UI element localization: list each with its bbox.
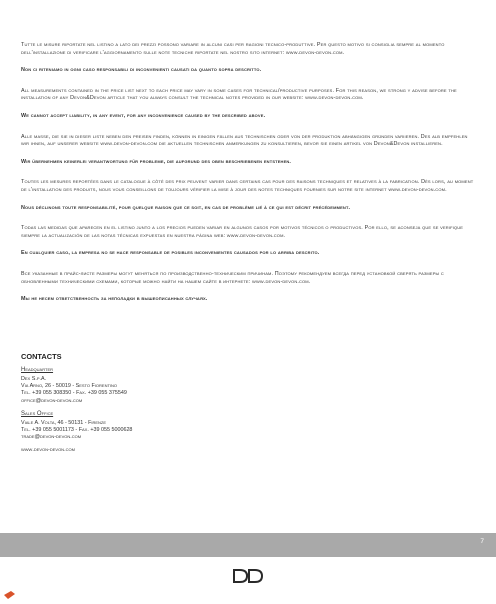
disclaimer-liability-es: En cualquier caso, la empresa no se hace responsable de posibles inconvenientes causados por lo arriba descrito. [21, 250, 320, 257]
disclaimer-liability-fr: Nous déclinons toute responsabilité, pour quelque raison que ce soit, en cas de problème lié à ce qui est décrit précédemment. [21, 204, 351, 211]
disclaimer-paragraph-fr: Toutes les mesures reportées dans le catalogue à côté des prix peuvent varier dans certains cas pour des raisons techniques et relatives à la fabrication. Dès lors, au moment de l'installation des produits, nous vous conseillons de toujours vérifier la mise à jour des notes techniques fournies sur notre site internet www.devon-devon.com. [21, 179, 474, 193]
disclaimer-paragraph-ru: Все указанные в прайс-листе размеры могут меняться по производственно-техническим причинам. Поэтому рекомендуем всегда перед установкой сверять размеры с обновленными техническими схемами, которые можно найти на нашем сайте в интернете: www.devon-devon.com. [21, 270, 444, 285]
disclaimer-liability-ru: Мы не несем ответственность за неполадки в вышеописанных случаях. [21, 296, 208, 303]
office-title: Headquarter [21, 367, 54, 373]
disclaimer-paragraph-de: Alle masse, die sie in dieser liste neben den preisen finden, können in einigen fällen aus technischen oder von der produktion abhängigen gründen variieren. Des alb empfehlen wir ihnen, auf unserer website www.devon-devon.com die aktuellen technischen anmerkungen zu konsultieren, bevor sie einen artikel von Devon&Devon installieren. [21, 133, 468, 148]
brand-logo [230, 568, 266, 584]
footer-bar [0, 533, 496, 557]
contacts-title: CONTACTS [21, 352, 62, 361]
disclaimer-paragraph-it: Tutte le misure riportate nel listino a lato dei prezzi possono variare in alcuni casi per ragioni tecnico-produttive. Per questo motivo si consiglia sempre al momento dell'installazione di verificare l'aggiornamento sulle note tecniche riportate nel nostro sito internet: www.devon-devon.com. [21, 42, 445, 56]
website-link[interactable]: www.devon-devon.com [21, 447, 75, 454]
disclaimer-liability-it: Non ci riteniamo in ogni caso responsabili di inconvenienti causati da quanto sopra descritto. [21, 67, 262, 74]
disclaimer-paragraph-en: All measurements contained in the price list next to each price may vary in some cases for technical/productive purposes. For this reason, we strong y advise before the installation of any Devon&Devon article that you always consult the technical notes provided in our website: www.devon-devon.com. [21, 87, 457, 102]
office-sales [21, 411, 321, 442]
disclaimer-liability-de: Wir übernehmen keinerlei verantwortung für probleme, die aufgrund des oben beschriebenen entstehen. [21, 158, 292, 165]
contacts-section [21, 352, 321, 453]
page-number: 7 [480, 538, 484, 545]
company-name: Dex S.p.A. [21, 376, 47, 382]
email-link[interactable]: trade@devon-devon.com [21, 434, 82, 441]
phone-fax-line: Tel. +39 055 308350 - Fax. +39 055 375549 [21, 390, 127, 397]
office-headquarter [21, 367, 321, 405]
disclaimer-section [21, 42, 477, 317]
disclaimer-paragraph-es: Todas las medidas que aparecen en el listino junto a los precios pueden variar en algunos casos por motivos técnicos o productivos. Por ello, se aconseja que se verifique siempre la actualización de las notas técnicas expuestas en nuestra página web: www.devon-devon.com. [21, 225, 464, 239]
address-line: Via Arno, 26 - 50019 - Sesto Fiorentino [21, 383, 118, 390]
dd-logo-icon [230, 568, 266, 584]
address-line: Viale A. Volta, 46 - 50131 - Firenze [21, 419, 107, 426]
corner-mark-icon [4, 586, 15, 594]
phone-fax-line: Tel. +39 055 5001173 - Fax. +39 055 5000628 [21, 427, 133, 434]
email-link[interactable]: office@devon-devon.com [21, 397, 83, 404]
disclaimer-liability-en: We cannot accept liability, in any event, for any inconvenience caused by the described above. [21, 112, 266, 119]
office-title: Sales Office [21, 410, 54, 417]
